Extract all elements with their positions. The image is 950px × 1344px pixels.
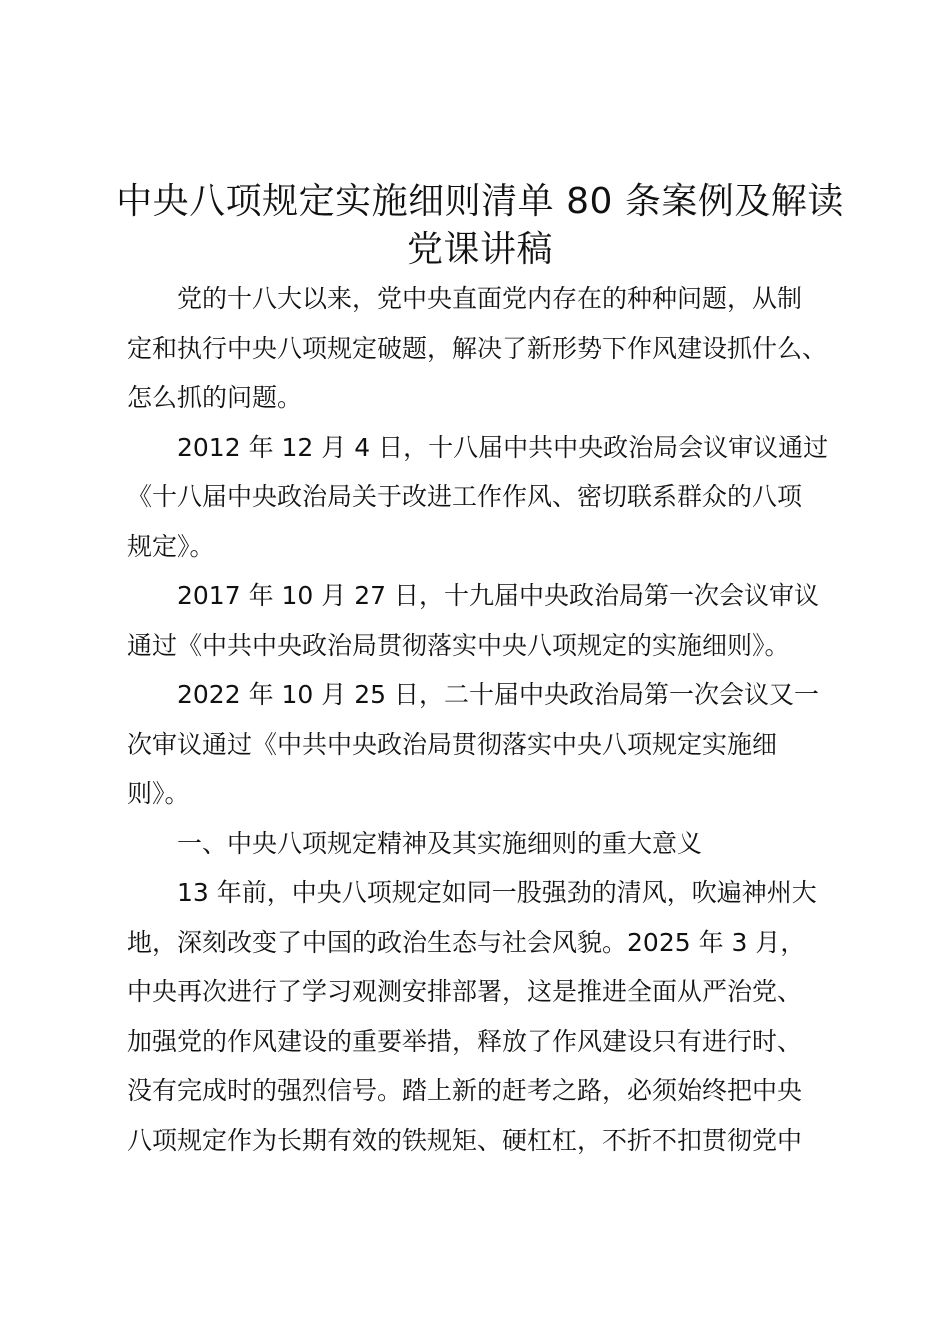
text-line: 通过《中共中央政治局贯彻落实中央八项规定的实施细则》。: [127, 630, 790, 660]
text-line: 八项规定作为长期有效的铁规矩、硬杠杠，不折不扣贯彻党中: [127, 1125, 803, 1155]
paragraph-intro: [127, 274, 833, 423]
text-line: 2022 年 10 月 25 日，二十届中央政治局第一次会议又一: [177, 680, 819, 709]
text-line: 加强党的作风建设的重要举措，释放了作风建设只有进行时、: [127, 1026, 803, 1056]
text-line: 党的十八大以来，党中央直面党内存在的种种问题，从制: [177, 284, 803, 313]
text-line: 次审议通过《中共中央政治局贯彻落实中央八项规定实施细: [127, 729, 778, 759]
paragraph-2012: [127, 423, 833, 572]
document-page: [116, 178, 844, 1165]
section-heading-1: [127, 819, 833, 869]
section-heading-text: 一、中央八项规定精神及其实施细则的重大意义: [177, 828, 703, 858]
paragraph-2017: [127, 571, 833, 670]
text-line: 中央再次进行了学习观测安排部署，这是推进全面从严治党、: [127, 977, 803, 1006]
document-title: [115, 178, 845, 274]
text-line: 《十八届中央政治局关于改进工作作风、密切联系群众的八项: [127, 482, 803, 511]
text-line: 2017 年 10 月 27 日，十九届中央政治局第一次会议审议: [177, 581, 819, 610]
text-line: 则》。: [127, 779, 190, 808]
title-line-2: 党课讲稿: [406, 229, 553, 270]
paragraph-2022: [127, 670, 833, 819]
paragraph-significance: [127, 868, 833, 1165]
text-line: 13 年前，中央八项规定如同一股强劲的清风，吹遍神州大: [177, 878, 817, 907]
text-line: 地，深刻改变了中国的政治生态与社会风貌。2025 年 3 月，: [127, 927, 806, 957]
text-line: 2012 年 12 月 4 日，十八届中共中央政治局会议审议通过: [177, 432, 829, 462]
text-line: 没有完成时的强烈信号。踏上新的赶考之路，必须始终把中央: [127, 1076, 803, 1105]
text-line: 规定》。: [127, 531, 215, 561]
text-line: 怎么抓的问题。: [127, 383, 303, 412]
text-line: 定和执行中央八项规定破题，解决了新形势下作风建设抓什么、: [127, 333, 828, 363]
title-line-1: 中央八项规定实施细则清单 80 条案例及解读: [116, 181, 844, 222]
